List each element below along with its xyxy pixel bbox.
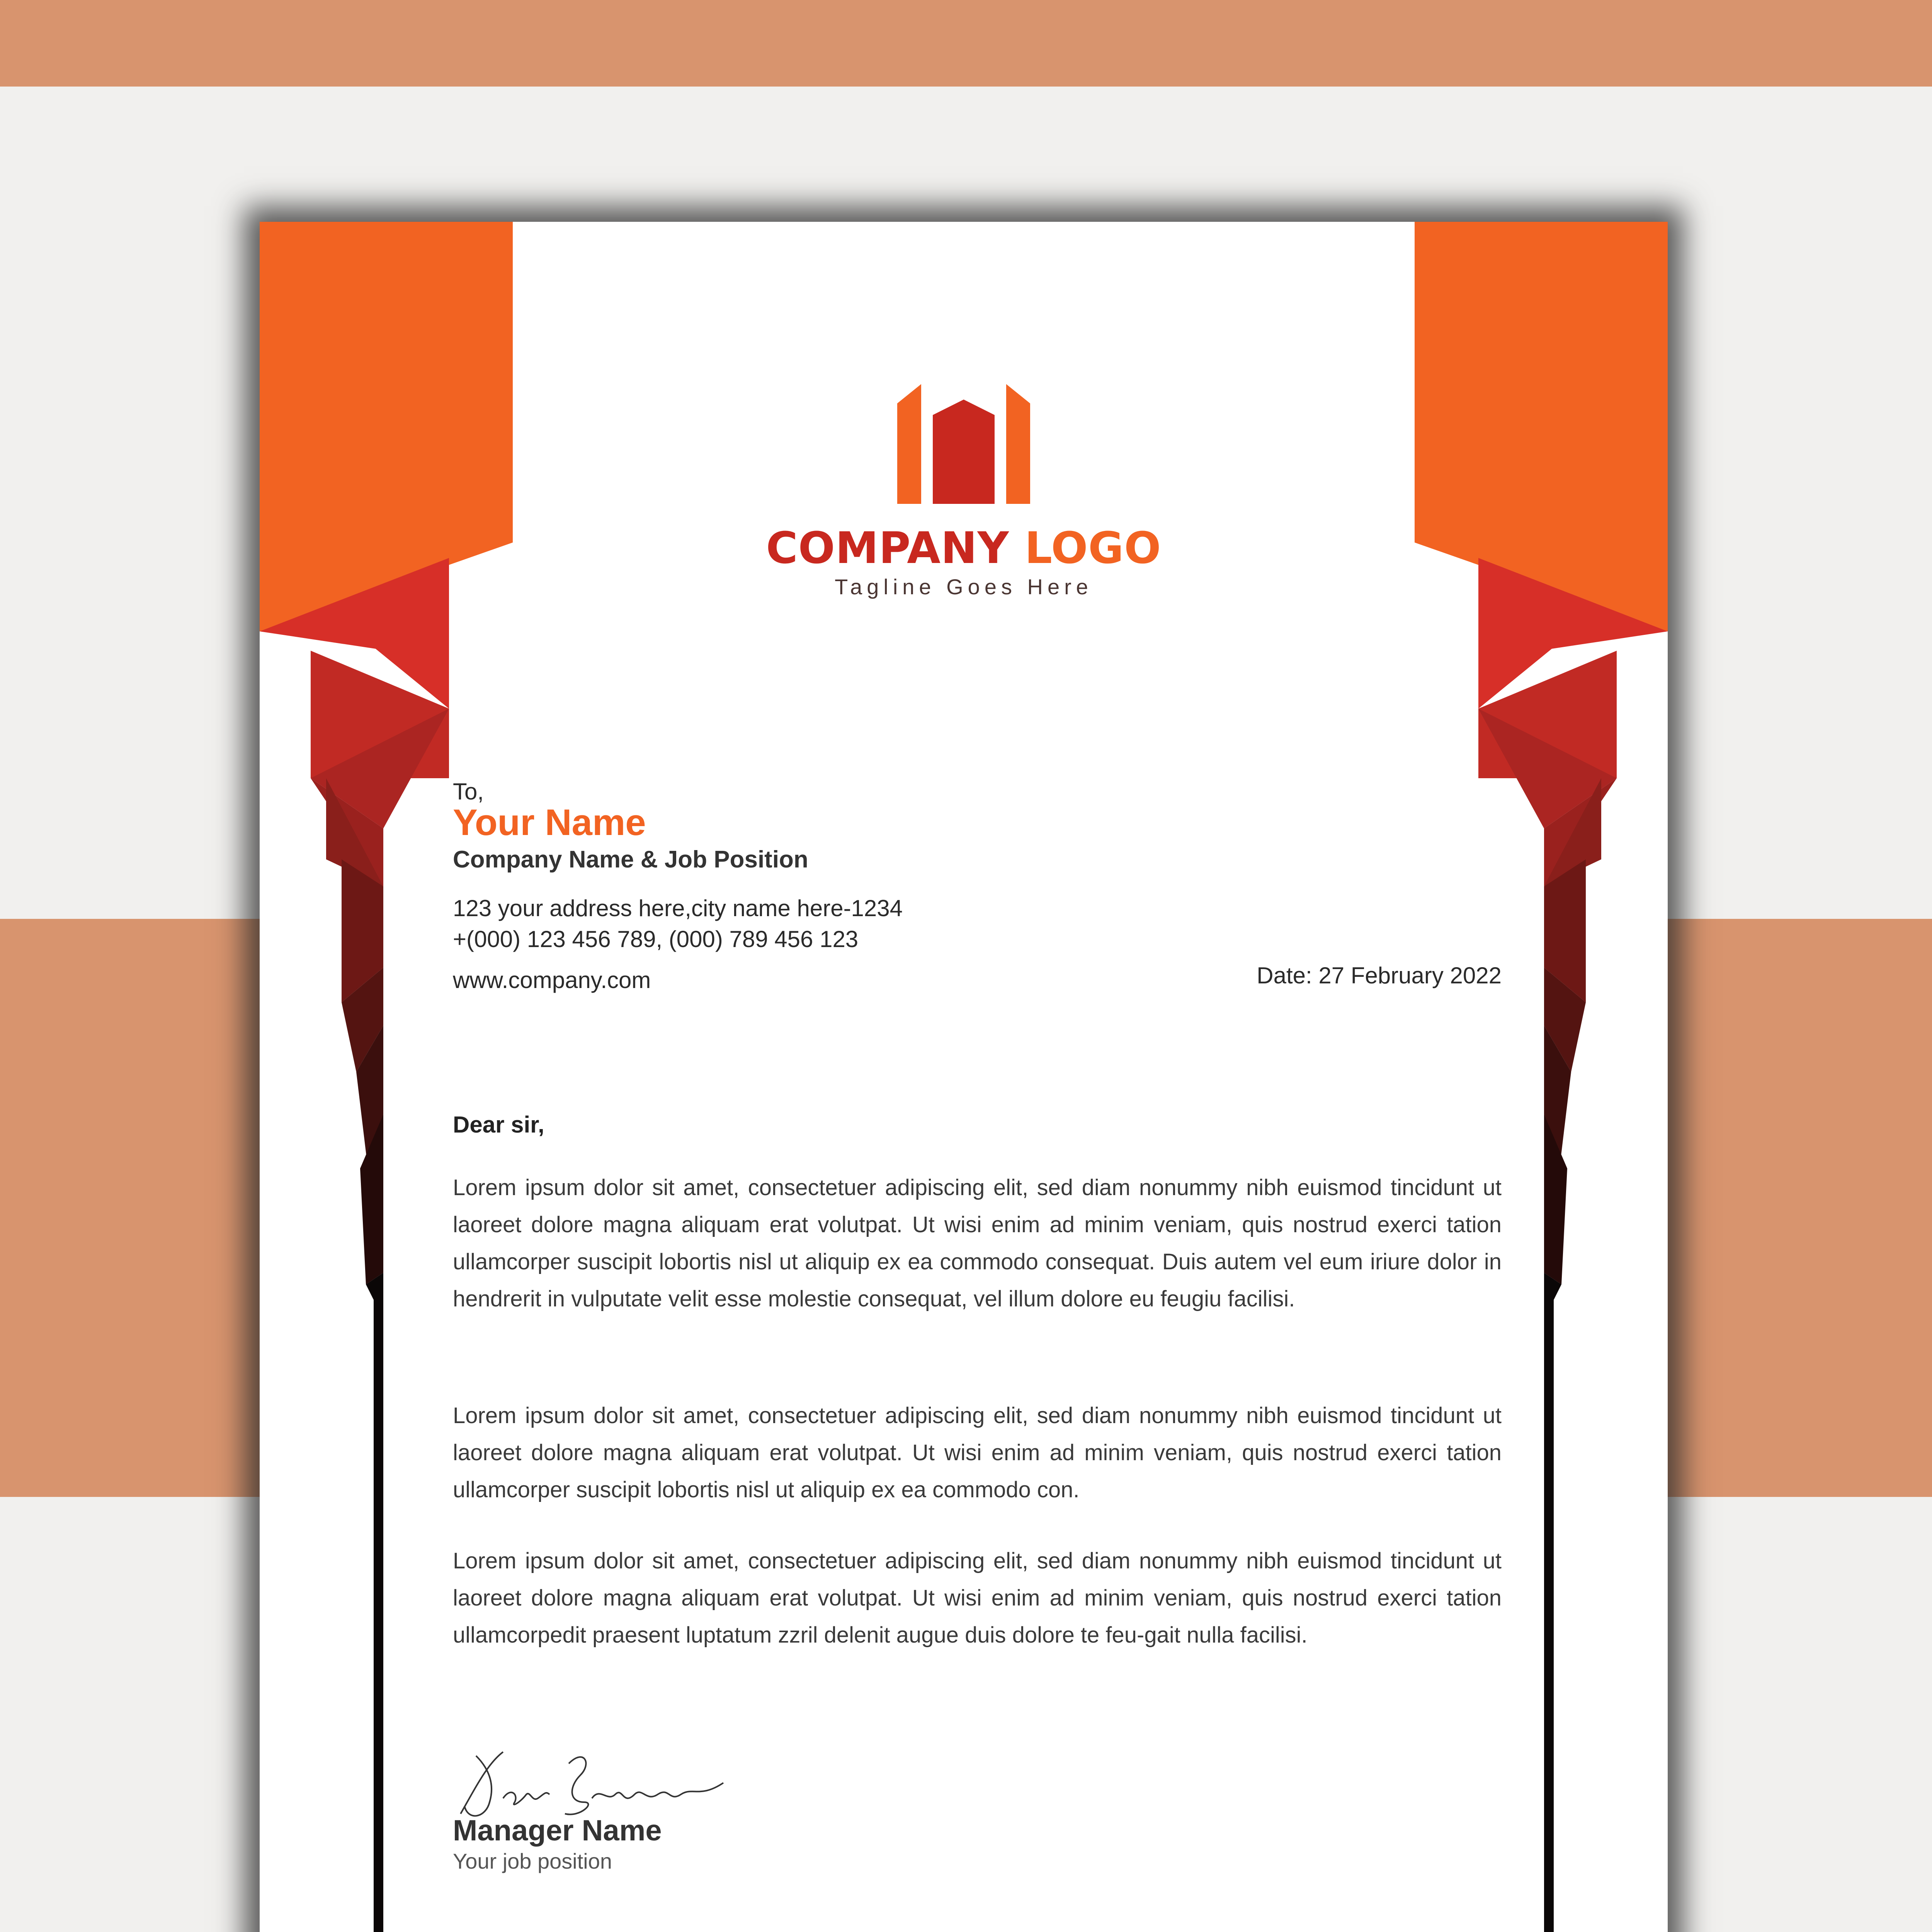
body-paragraph-3: Lorem ipsum dolor sit amet, consectetuer adipiscing elit, sed diam nonummy nibh euismod tincidunt ut laoreet dolore magna aliquam erat volutpat. Ut wisi enim ad minim veniam, quis nostrud exerci tation ullamcorpedit praesent luptatum zzril delenit augue duis dolore te feu-gait nulla facilisi. [453,1548,1502,1648]
building-logo-icon [894,384,1033,508]
letterhead-sheet [260,222,1668,1932]
letter-date: Date: 27 February 2022 [1257,963,1502,988]
greeting: Dear sir, [453,1112,544,1138]
logo-title: COMPANY LOGO [766,523,1162,573]
body-paragraph-1: Lorem ipsum dolor sit amet, consectetuer adipiscing elit, sed diam nonummy nibh euismod tincidunt ut laoreet dolore magna aliquam erat volutpat. Ut wisi enim ad minim veniam, quis nostrud exerci tation ullamcorper suscipit lobortis nisl ut aliquip ex ea commodo consequat. Duis autem vel eum iriure dolor in hendrerit in vulputate velit esse molestie consequat, vel illum dolore eu feugiu facilisi. [453,1175,1502,1311]
manager-position: Your job position [453,1849,612,1873]
body-paragraph-2: Lorem ipsum dolor sit amet, consectetuer adipiscing elit, sed diam nonummy nibh euismod tincidunt ut laoreet dolore magna aliquam erat volutpat. Ut wisi enim ad minim veniam, quis nostrud exerci tation ullamcorper suscipit lobortis nisl ut aliquip ex ea commodo con. [453,1403,1502,1502]
recipient-website: www.company.com [453,967,651,993]
recipient-address: 123 your address here,city name here-1234 [453,895,903,921]
manager-name: Manager Name [453,1814,662,1847]
logo-tagline: Tagline Goes Here [835,575,1093,599]
to-label: To, [453,779,484,804]
top-band [0,0,1932,87]
company-position: Company Name & Job Position [453,846,808,873]
recipient-phone: +(000) 123 456 789, (000) 789 456 123 [453,926,859,952]
recipient-name: Your Name [453,802,646,843]
company-logo [762,384,1165,600]
